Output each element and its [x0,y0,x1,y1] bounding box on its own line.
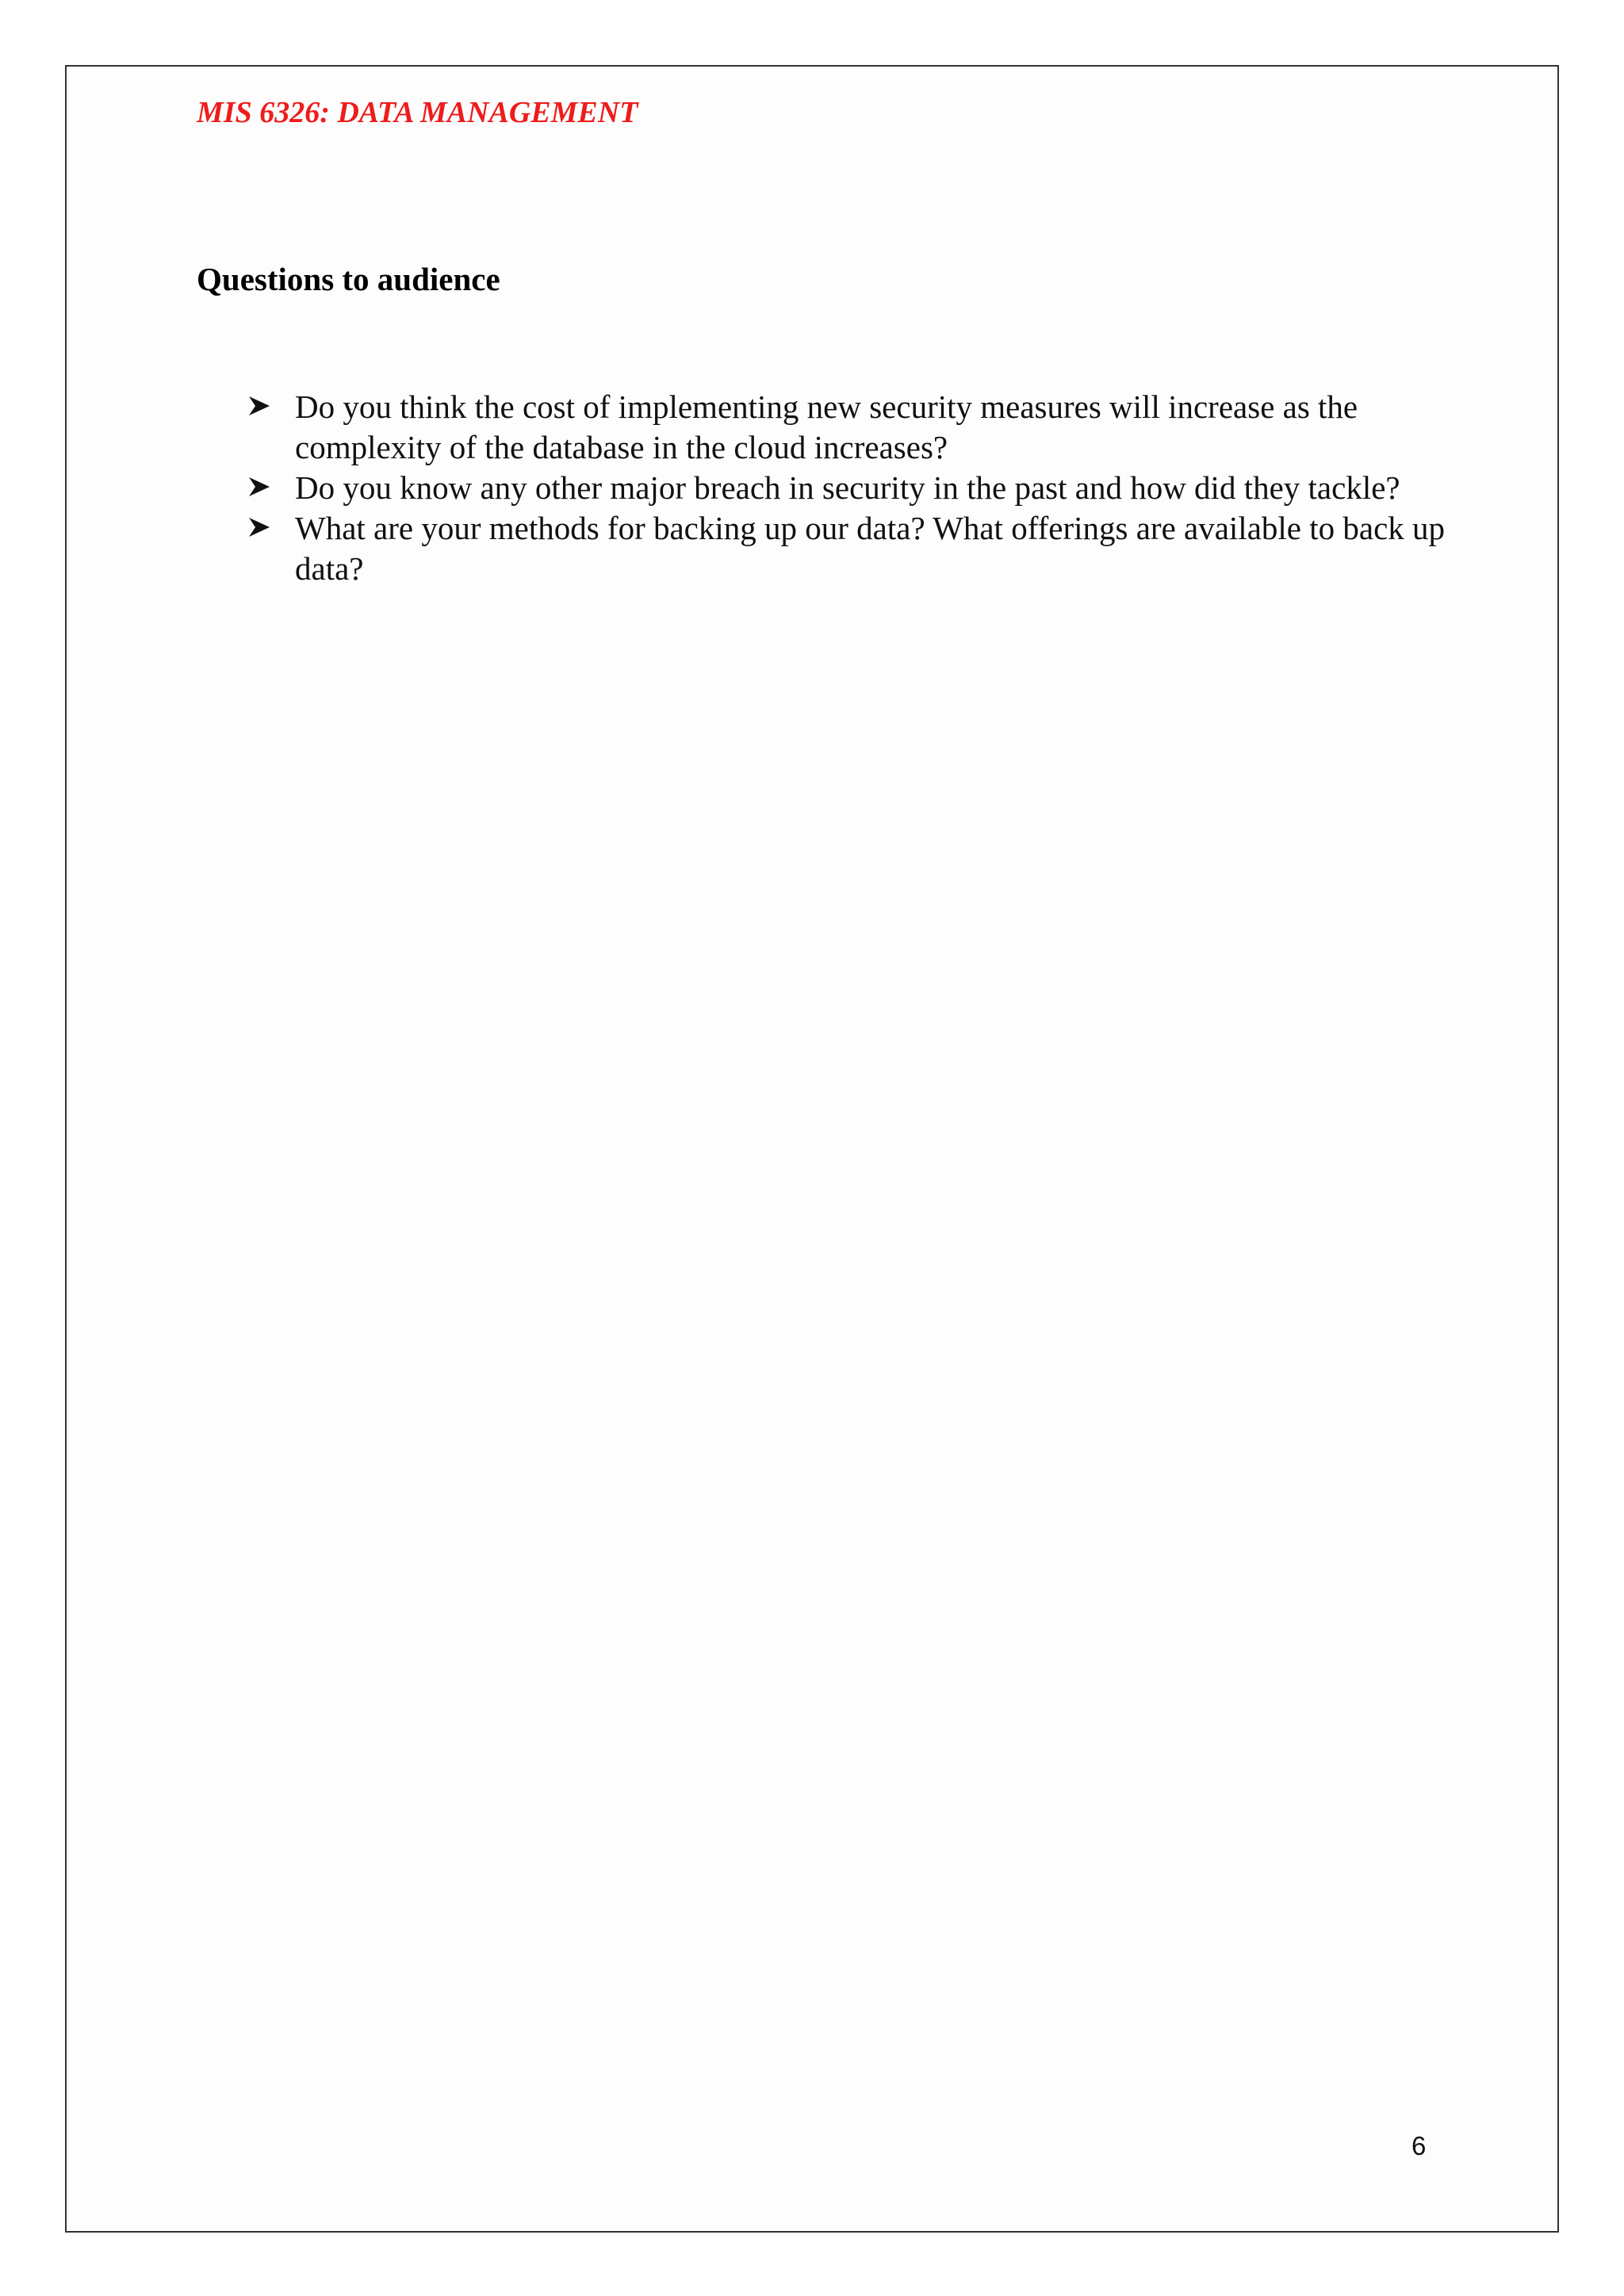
question-text: Do you think the cost of implementing new security measures will increase as the complexity of the database in the cloud increases? [295,388,1358,465]
arrowhead-bullet-icon [247,468,279,508]
course-header: MIS 6326: DATA MANAGEMENT [197,96,638,129]
arrowhead-bullet-icon [247,508,279,549]
page-number: 6 [1411,2131,1427,2160]
list-item [244,508,1450,589]
section-heading: Questions to audience [197,261,500,297]
list-item [244,387,1450,468]
arrowhead-bullet-icon [247,387,279,427]
list-item [244,468,1450,508]
question-text: Do you know any other major breach in security in the past and how did they tackle? [295,469,1400,506]
question-list [244,387,1450,589]
question-text: What are your methods for backing up our data? What offerings are available to back up data? [295,510,1446,587]
